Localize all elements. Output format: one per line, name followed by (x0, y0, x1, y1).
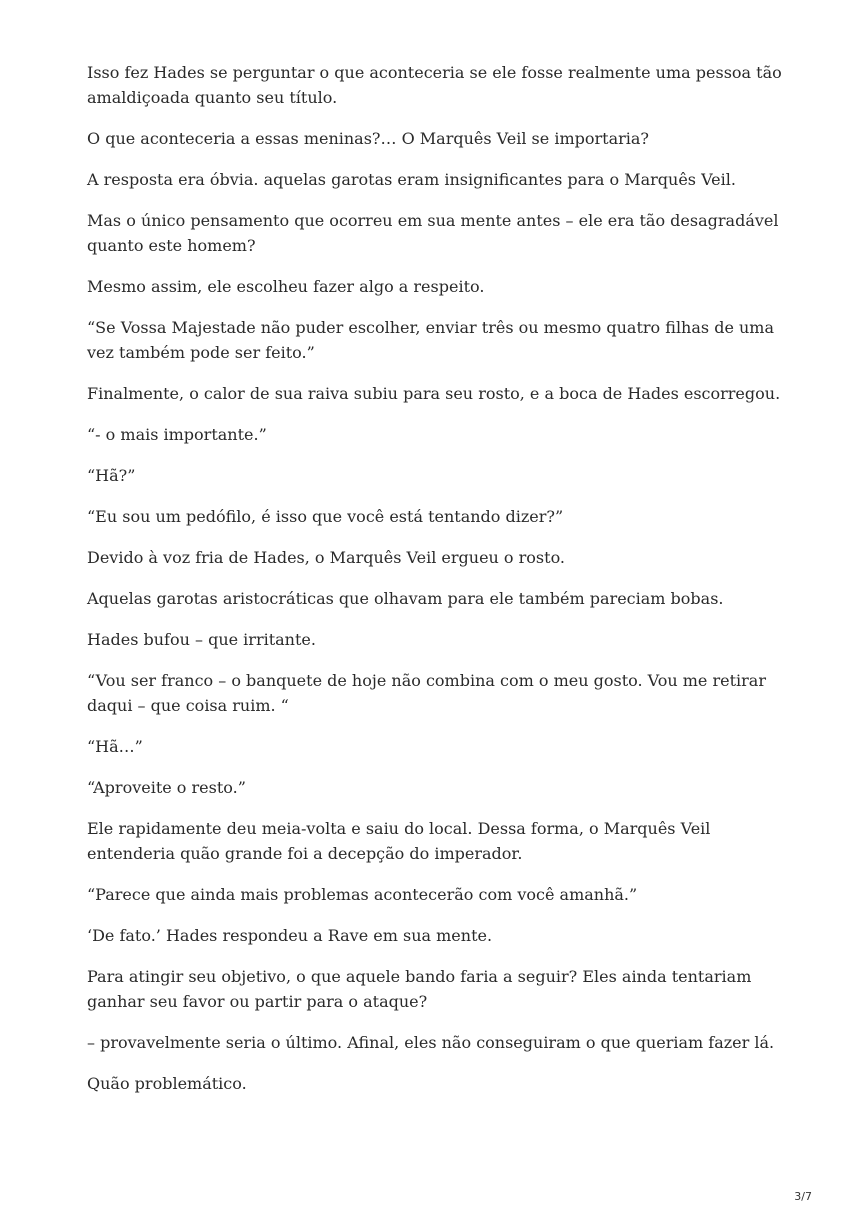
paragraph: Isso fez Hades se perguntar o que aconteceria se ele fosse realmente uma pessoa tão amaldiçoada quanto seu título. (87, 63, 782, 107)
paragraph: “Parece que ainda mais problemas acontecerão com você amanhã.” (87, 885, 638, 904)
paragraph: – provavelmente seria o último. Afinal, eles não conseguiram o que queriam fazer lá. (87, 1033, 775, 1052)
paragraph: Mesmo assim, ele escolheu fazer algo a respeito. (87, 277, 485, 296)
paragraph: ‘De fato.’ Hades respondeu a Rave em sua mente. (87, 926, 493, 945)
paragraph: “Vou ser franco – o banquete de hoje não combina com o meu gosto. Vou me retirar daqui – que coisa ruim. “ (87, 671, 766, 715)
paragraph: “Hã?” (87, 466, 136, 485)
paragraph: “Aproveite o resto.” (87, 778, 246, 797)
document-body (87, 60, 787, 1112)
paragraph: Ele rapidamente deu meia-volta e saiu do local. Dessa forma, o Marquês Veil entenderia quão grande foi a decepção do imperador. (87, 819, 711, 863)
paragraph: Aquelas garotas aristocráticas que olhavam para ele também pareciam bobas. (87, 589, 724, 608)
paragraph: “Se Vossa Majestade não puder escolher, enviar três ou mesmo quatro filhas de uma vez também pode ser feito.” (87, 318, 775, 362)
paragraph: Finalmente, o calor de sua raiva subiu para seu rosto, e a boca de Hades escorregou. (87, 384, 781, 403)
paragraph: Quão problemático. (87, 1074, 247, 1093)
paragraph: O que aconteceria a essas meninas?… O Marquês Veil se importaria? (87, 129, 649, 148)
paragraph: Para atingir seu objetivo, o que aquele bando faria a seguir? Eles ainda tentariam ganhar seu favor ou partir para o ataque? (87, 967, 752, 1011)
paragraph: Hades bufou – que irritante. (87, 630, 316, 649)
paragraph: Mas o único pensamento que ocorreu em sua mente antes – ele era tão desagradável quanto este homem? (87, 211, 779, 255)
paragraph: “Hã…” (87, 737, 143, 756)
paragraph: “Eu sou um pedófilo, é isso que você está tentando dizer?” (87, 507, 564, 526)
paragraph: A resposta era óbvia. aquelas garotas eram insignificantes para o Marquês Veil. (87, 170, 736, 189)
paragraph: Devido à voz fria de Hades, o Marquês Veil ergueu o rosto. (87, 548, 565, 567)
page-number: 3/7 (794, 1190, 812, 1203)
paragraph: “- o mais importante.” (87, 425, 267, 444)
